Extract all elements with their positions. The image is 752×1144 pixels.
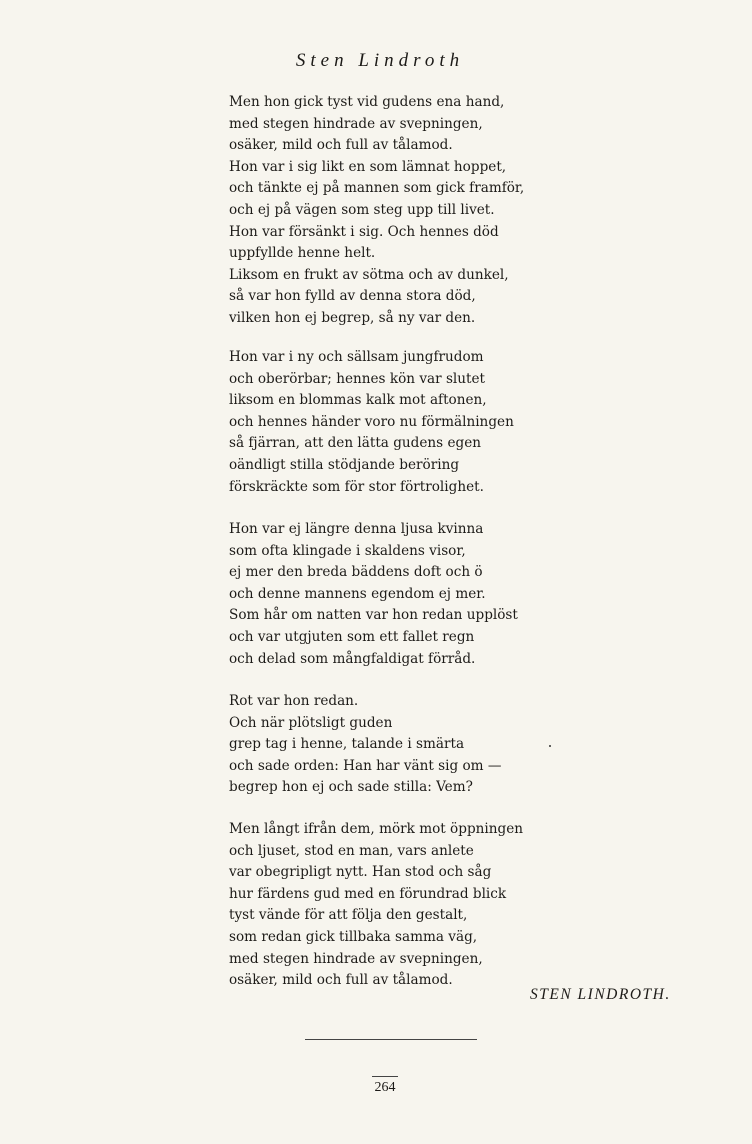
poem-line: Hon var i ny och sällsam jungfrudom [229,349,484,365]
poem-stanza [229,519,518,670]
poem-line: Liksom en frukt av sötma och av dunkel, [229,266,509,283]
poem-line: Men hon gick tyst vid gudens ena hand, [229,94,505,110]
poem-line: och denne mannens egendom ej mer. [229,585,486,602]
poem-line: uppfyllde henne helt. [229,245,376,262]
page-number: 264 [372,1076,398,1099]
poem-line: Som hår om natten var hon redan upplöst [229,607,518,624]
poem-line: oändligt stilla stödjande beröring [229,456,460,473]
poem-line: med stegen hindrade av svepningen, [229,950,483,967]
poem-line: och hennes händer voro nu förmälningen [229,413,514,430]
poem-line: ej mer den breda bäddens doft och ö [229,564,483,581]
poem-line: grep tag i henne, talande i smärta [229,736,465,753]
poem-line: med stegen hindrade av svepningen, [229,115,483,132]
print-speck [549,745,551,747]
poem-line: Men långt ifrån dem, mörk mot öppningen [229,821,524,837]
poem-line: Rot var hon redan. [229,693,359,709]
poem-line: och oberörbar; hennes kön var slutet [229,370,485,387]
poem-stanza [229,92,524,330]
poem-line: och var utgjuten som ett fallet regn [229,628,475,645]
poem-line: begrep hon ej och sade stilla: Vem? [229,779,473,796]
poem-line: osäker, mild och full av tålamod. [229,972,453,989]
poem-line: hur färdens gud med en förundrad blick [229,885,507,902]
poem-line: och sade orden: Han har vänt sig om — [229,757,502,774]
poem-line: och delad som mångfaldigat förråd. [229,650,476,667]
poem-line: och ljuset, stod en man, vars anlete [229,842,474,859]
poem-line: som redan gick tillbaka samma väg, [229,928,478,945]
poem-line: Hon var i sig likt en som lämnat hoppet, [229,158,507,175]
poem-line: vilken hon ej begrep, så ny var den. [229,309,476,326]
poem-line: osäker, mild och full av tålamod. [229,137,453,154]
poem-line: Hon var försänkt i sig. Och hennes död [229,223,499,240]
poem-stanza [229,819,523,992]
poem-line: Hon var ej längre denna ljusa kvinna [229,521,484,537]
poem-line: förskräckte som för stor förtrolighet. [229,478,484,495]
poem-line: Och när plötsligt guden [229,714,393,731]
running-title: Sten Lindroth [295,50,465,71]
poem-line: och ej på vägen som steg upp till livet. [229,201,495,218]
poem-line: var obegripligt nytt. Han stod och såg [229,864,492,881]
poem-line: och tänkte ej på mannen som gick framför, [229,180,525,197]
poem-line: så fjärran, att den lätta gudens egen [229,435,482,452]
poem-line: som ofta klingade i skaldens visor, [229,542,466,559]
poem-stanza [229,691,501,799]
poem-line: så var hon fylld av denna stora död, [229,288,476,305]
divider-rule [305,1039,477,1040]
author-signature: STEN LINDROTH. [530,986,671,1003]
poem-line: liksom en blommas kalk mot aftonen, [229,392,487,409]
poem-stanza [229,347,514,498]
poem-line: tyst vände för att följa den gestalt, [229,907,468,924]
